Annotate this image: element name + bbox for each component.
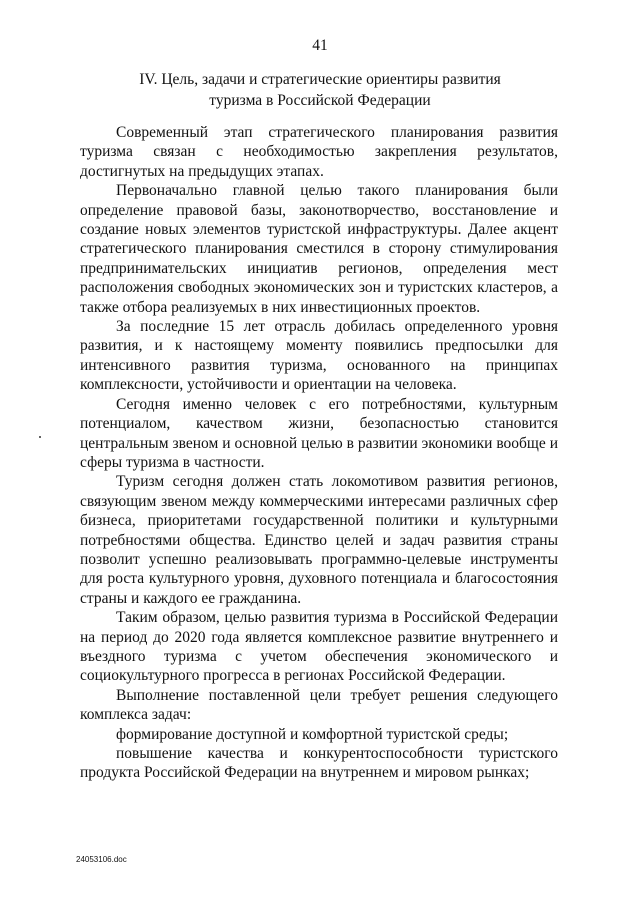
paragraph: Выполнение поставленной цели требует решения следующего комплекса задач: [80,686,558,724]
body-text [80,123,558,783]
paragraph: Туризм сегодня должен стать локомотивом развития регионов, связующим звеном между коммерческими интересами различных сфер бизнеса, приоритетами государственной политики и культурными потребностями общества. Единство целей и задач развития страны позволит успешно реализовывать программно-целевые инструменты для роста культурного уровня, духовного потенциала и благосостояния страны и каждого ее гражданина. [80,473,558,607]
paragraph: Современный этап стратегического планирования развития туризма связан с необходимостью закрепления результатов, достигнутых на предыдущих этапах. [80,124,558,180]
scan-speck [39,436,41,438]
section-title-line-1: IV. Цель, задачи и стратегические ориентиры развития [139,71,501,88]
page-number: 41 [312,37,328,54]
paragraph: Сегодня именно человек с его потребностями, культурным потенциалом, качеством жизни, безопасностью становится центральным звеном и основной целью в развитии экономики вообще и сферы туризма в частности. [80,395,558,471]
paragraph: Первоначально главной целью такого планирования были определение правовой базы, законотворчество, восстановление и создание новых элементов туристской инфраструктуры. Далее акцент стратегического планирования сместился в сторону стимулирования предпринимательских инициатив регионов, определения мест расположения свободных экономических зон и туристских кластеров, а также отбора реализуемых в них инвестиционных проектов. [80,182,558,316]
section-title [80,69,560,111]
paragraph: За последние 15 лет отрасль добилась определенного уровня развития, и к настоящему моменту появились предпосылки для интенсивного развития туризма, основанного на принципах комплексности, устойчивости и ориентации на человека. [80,318,558,394]
task-list-item: повышение качества и конкурентоспособности туристского продукта Российской Федерации на внутреннем и мировом рынках; [80,745,558,782]
section-title-line-2: туризма в Российской Федерации [209,92,431,109]
footer-filename: 24053106.doc [76,855,127,864]
task-list-item: формирование доступной и комфортной туристской среды; [116,725,509,743]
paragraph: Таким образом, целью развития туризма в Российской Федерации на период до 2020 года является комплексное развитие внутреннего и въездного туризма с учетом обеспечения экономического и социокультурного прогресса в регионах Российской Федерации. [80,609,558,685]
